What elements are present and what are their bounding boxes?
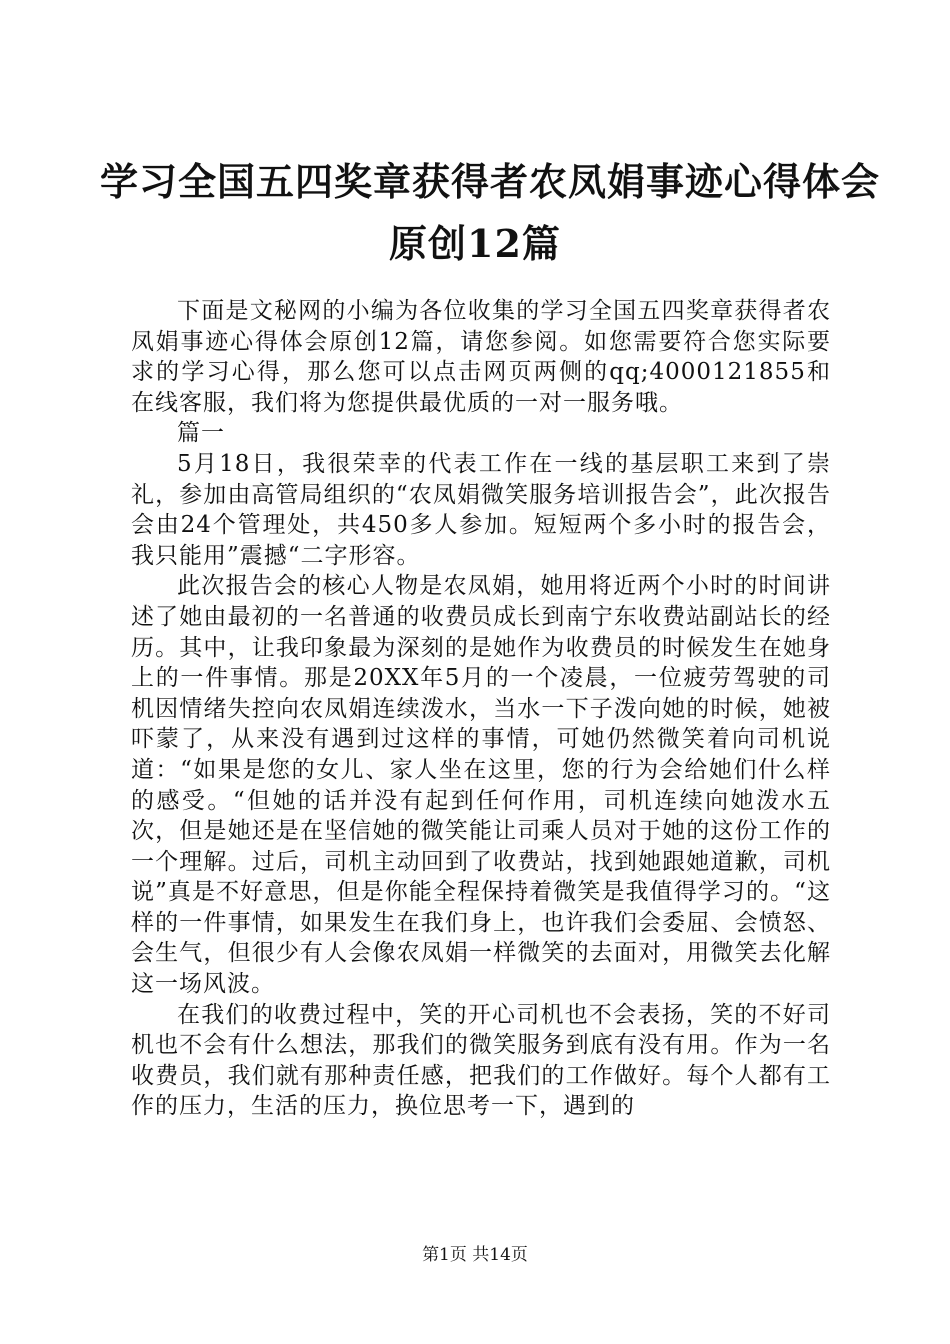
intro-paragraph: 下面是文秘网的小编为各位收集的学习全国五四奖章获得者农凤娟事迹心得体会原创12篇，请您参阅。如您需要符合您实际要求的学习心得，那么您可以点击网页两侧的qq;4000121855和在线客服，我们将为您提供最优质的一对一服务哦。 [131,298,831,416]
body-paragraph: 5月18日，我很荣幸的代表工作在一线的基层职工来到了崇礼，参加由高管局组织的“农凤娟微笑服务培训报告会”，此次报告会由24个管理处，共450多人参加。短短两个多小时的报告会，我只能用”震撼“二字形容。 [131,450,831,569]
document-title-line-2: 原创12篇 [389,221,561,266]
document-body [131,296,831,1122]
body-paragraph: 此次报告会的核心人物是农凤娟，她用将近两个小时的时间讲述了她由最初的一名普通的收费员成长到南宁东收费站副站长的经历。其中，让我印象最为深刻的是她作为收费员的时候发生在她身上的一件事情。那是20XX年5月的一个凌晨，一位疲劳驾驶的司机因情绪失控向农凤娟连续泼水，当水一下子泼向她的时候，她被吓蒙了，从来没有遇到过这样的事情，可她仍然微笑着向司机说道：“如果是您的女儿、家人坐在这里，您的行为会给她们什么样的感受。“但她的话并没有起到任何作用，司机连续向她泼水五次，但是她还是在坚信她的微笑能让司乘人员对于她的这份工作的一个理解。过后，司机主动回到了收费站，找到她跟她道歉，司机说”真是不好意思，但是你能全程保持着微笑是我值得学习的。“这样的一件事情，如果发生在我们身上，也许我们会委屈、会愤怒、会生气，但很少有人会像农凤娟一样微笑的去面对，用微笑去化解这一场风波。 [131,573,831,998]
document-title-line-1: 学习全国五四奖章获得者农凤娟事迹心得体会 [100,159,881,204]
body-paragraph: 在我们的收费过程中，笑的开心司机也不会表扬，笑的不好司机也不会有什么想法，那我们的微笑服务到底有没有用。作为一名收费员，我们就有那种责任感，把我们的工作做好。每个人都有工作的压力，生活的压力，换位思考一下，遇到的 [131,1001,831,1120]
page-number-footer: 第1页 共14页 [422,1245,528,1265]
section-heading: 篇一 [177,420,225,447]
